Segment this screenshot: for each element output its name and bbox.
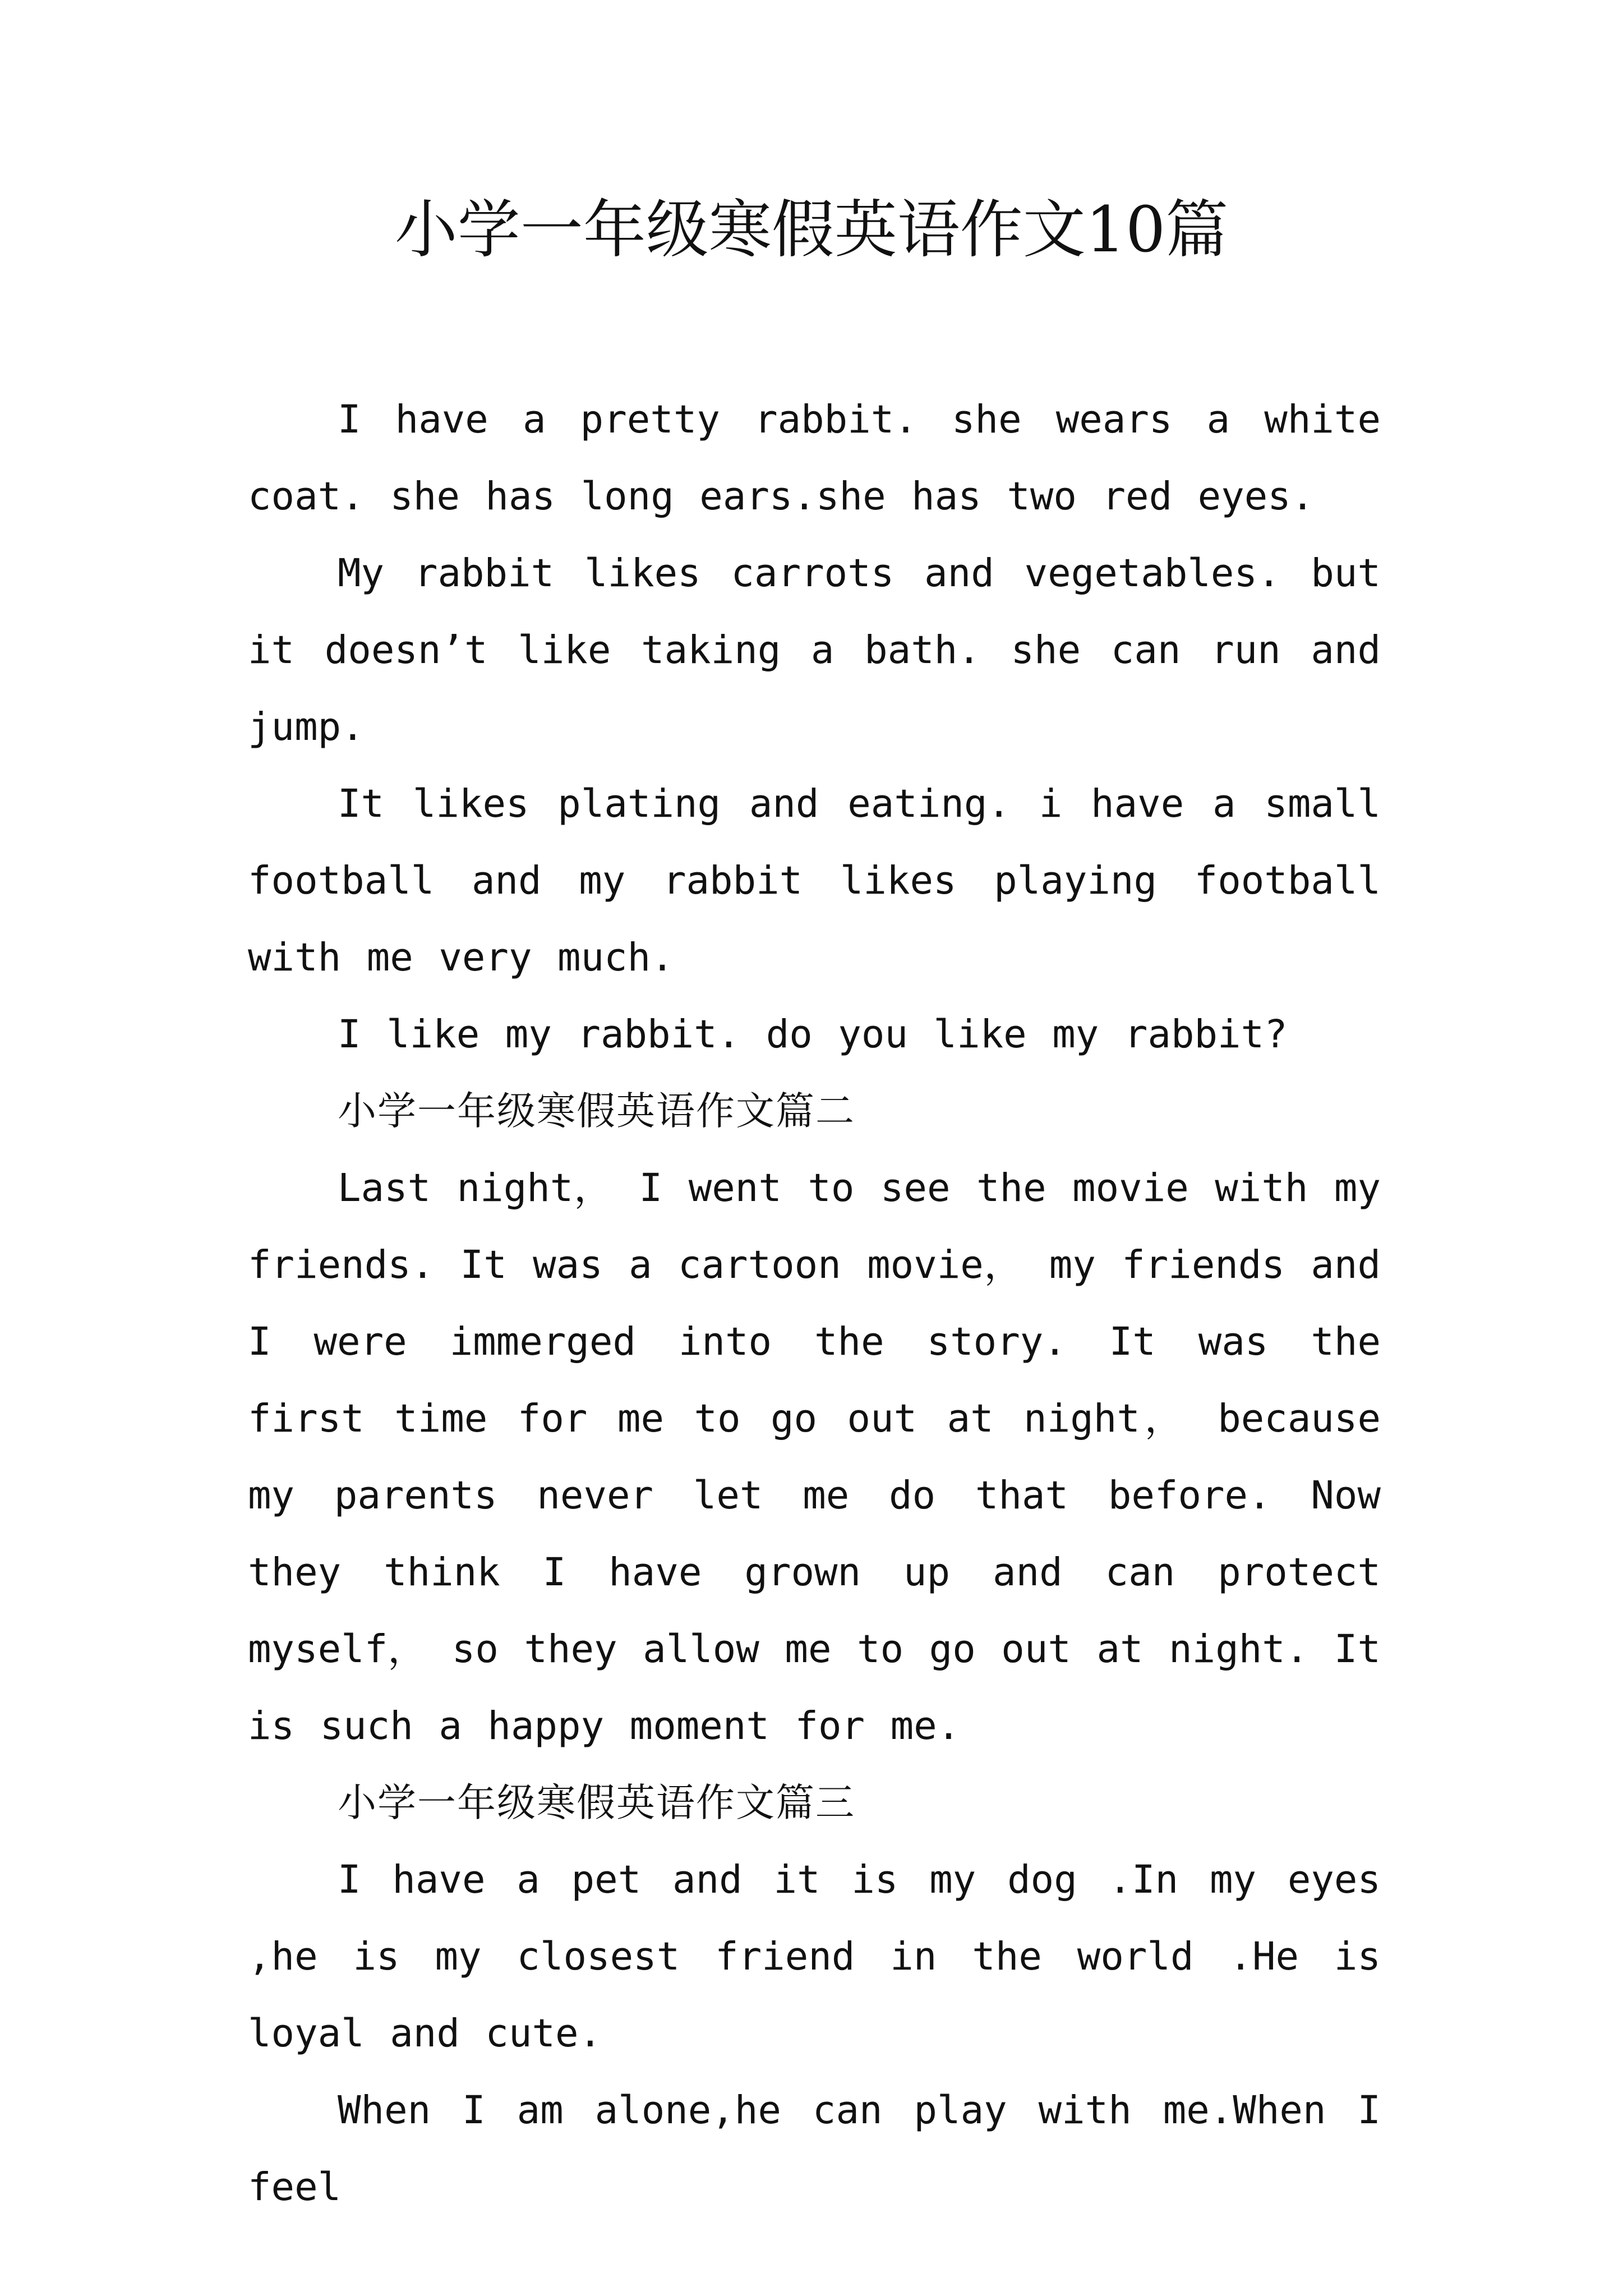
paragraph-rabbit-food: My rabbit likes carrots and vegetables. but it doesn’t like taking a bath. she can run and jump. xyxy=(248,551,1381,749)
paragraph-dog-alone: When I am alone,he can play with me.When I feel xyxy=(248,2088,1381,2210)
paragraph-rabbit-play: It likes plating and eating. i have a small football and my rabbit likes playing football with me very much. xyxy=(248,781,1381,980)
document-body xyxy=(248,381,1381,2226)
section-heading-2: 小学一年级寒假英语作文篇二 xyxy=(338,1089,855,1134)
paragraph-movie: Last night， I went to see the movie with my friends. It was a cartoon movie， my friends and I were immerged into the story. It was the first time for me to go out at night， because my parents never let me do that before. Now they think I have grown up and can protect myself， so they allow me to go out at night. It is such a happy moment for me. xyxy=(248,1166,1381,1749)
document-title: 小学一年级寒假英语作文10篇 xyxy=(394,194,1229,266)
paragraph-rabbit-closing: I like my rabbit. do you like my rabbit? xyxy=(338,1012,1288,1057)
paragraph-dog-intro: I have a pet and it is my dog .In my eyes ,he is my closest friend in the world .He is loyal and cute. xyxy=(248,1857,1381,2056)
section-heading-3: 小学一年级寒假英语作文篇三 xyxy=(338,1780,855,1825)
paragraph-rabbit-intro: I have a pretty rabbit. she wears a white coat. she has long ears.she has two red eyes. xyxy=(248,397,1381,519)
